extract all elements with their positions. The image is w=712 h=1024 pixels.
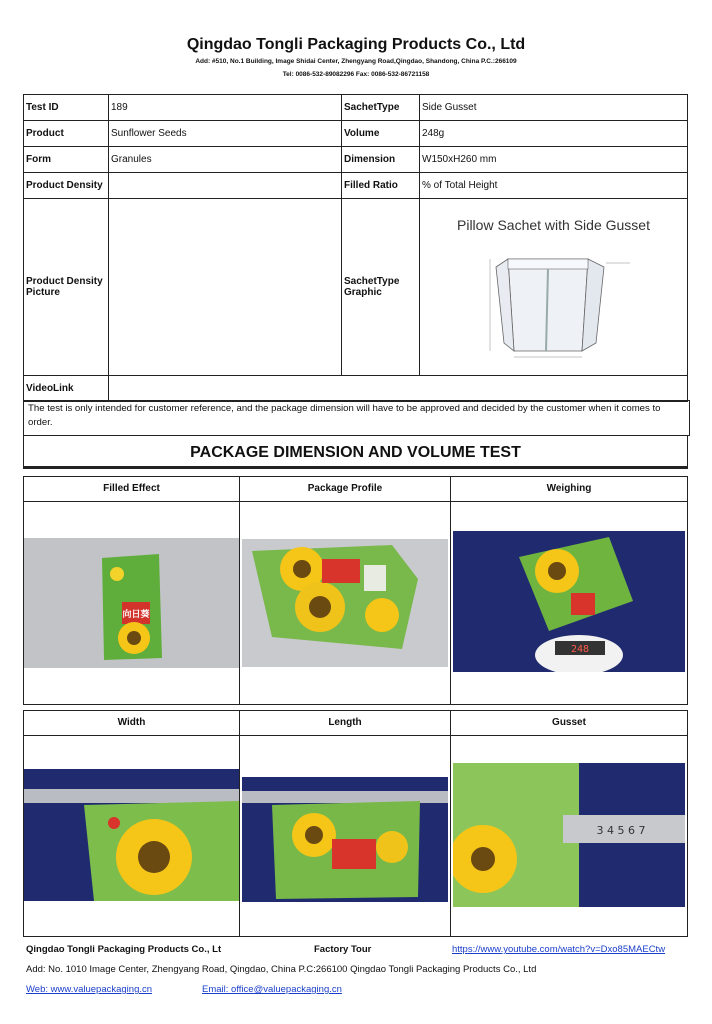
weighing-caption: Weighing (451, 477, 687, 502)
test-info-table (23, 94, 688, 402)
weighing-photo (453, 531, 685, 672)
footer-youtube-link[interactable]: https://www.youtube.com/watch?v=Dxo85MAECtw (452, 944, 666, 955)
company-title: Qingdao Tongli Packaging Products Co., Ltd (186, 36, 526, 53)
test-id-value: 189 (109, 95, 342, 121)
product-value: Sunflower Seeds (109, 121, 342, 147)
filled-effect-photo (24, 538, 239, 668)
package-profile-caption: Package Profile (240, 477, 450, 502)
weighing-cell (451, 477, 687, 704)
scale-reading: 248 (570, 644, 590, 655)
sachet-type-value: Side Gusset (420, 95, 688, 121)
package-profile-cell (240, 477, 451, 704)
length-cell (240, 711, 451, 936)
gusset-cell (451, 711, 687, 936)
length-photo (242, 777, 448, 902)
footer-address: Add: No. 1010 Image Center, Zhengyang Road, Qingdao, China P.C:266100 Qingdao Tongli Packaging Products Co., Ltd (26, 964, 537, 975)
photo-row-2 (23, 710, 688, 937)
width-photo (24, 769, 239, 901)
footer-web-link[interactable]: Web: www.valuepackaging.cn (26, 984, 153, 995)
package-profile-photo (242, 539, 448, 667)
pillow-sachet-diagram (470, 241, 640, 371)
dimension-value: W150xH260 mm (420, 147, 688, 173)
graphic-title: Pillow Sachet with Side Gusset (457, 217, 650, 233)
filled-ratio-value: % of Total Height (420, 173, 688, 199)
ruler-numbers: 3 4 5 6 7 (596, 824, 646, 837)
width-caption: Width (24, 711, 239, 736)
sachet-graphic-label: SachetType Graphic (342, 199, 420, 376)
volume-label: Volume (342, 121, 420, 147)
photo-row-1 (23, 476, 688, 705)
form-value: Granules (109, 147, 342, 173)
footer-email-link[interactable]: Email: office@valuepackaging.cn (202, 984, 342, 995)
sachet-type-label: SachetType (342, 95, 420, 121)
company-contact: Tel: 0086-532-89082296 Fax: 0086-532-86721158 (282, 71, 430, 78)
density-picture-label: Product Density Picture (24, 199, 109, 376)
test-id-label: Test ID (24, 95, 109, 121)
test-banner: PACKAGE DIMENSION AND VOLUME TEST (23, 435, 688, 469)
company-address: Add: #510, No.1 Building, Image Shidai Center, Zhengyang Road,Qingdao, Shandong, China P.C.:266109 (195, 58, 517, 65)
volume-value: 248g (420, 121, 688, 147)
footer-company: Qingdao Tongli Packaging Products Co., Lt (26, 944, 222, 955)
product-density-value (109, 173, 342, 199)
video-link-label: VideoLink (24, 376, 109, 402)
video-link-value[interactable] (109, 376, 688, 402)
density-picture-cell (109, 199, 342, 376)
bag-label-text: 向日葵 (122, 610, 150, 620)
footer-factory-tour: Factory Tour (314, 944, 372, 955)
disclaimer-note: The test is only intended for customer reference, and the package dimension will have to be approved and decided by the customer when it comes to order. (23, 400, 690, 436)
filled-effect-cell (24, 477, 240, 704)
width-cell (24, 711, 240, 936)
dimension-label: Dimension (342, 147, 420, 173)
filled-ratio-label: Filled Ratio (342, 173, 420, 199)
sachet-graphic-cell (420, 199, 688, 376)
filled-effect-caption: Filled Effect (24, 477, 239, 502)
product-label: Product (24, 121, 109, 147)
gusset-caption: Gusset (451, 711, 687, 736)
gusset-photo (453, 763, 685, 907)
form-label: Form (24, 147, 109, 173)
length-caption: Length (240, 711, 450, 736)
product-density-label: Product Density (24, 173, 109, 199)
